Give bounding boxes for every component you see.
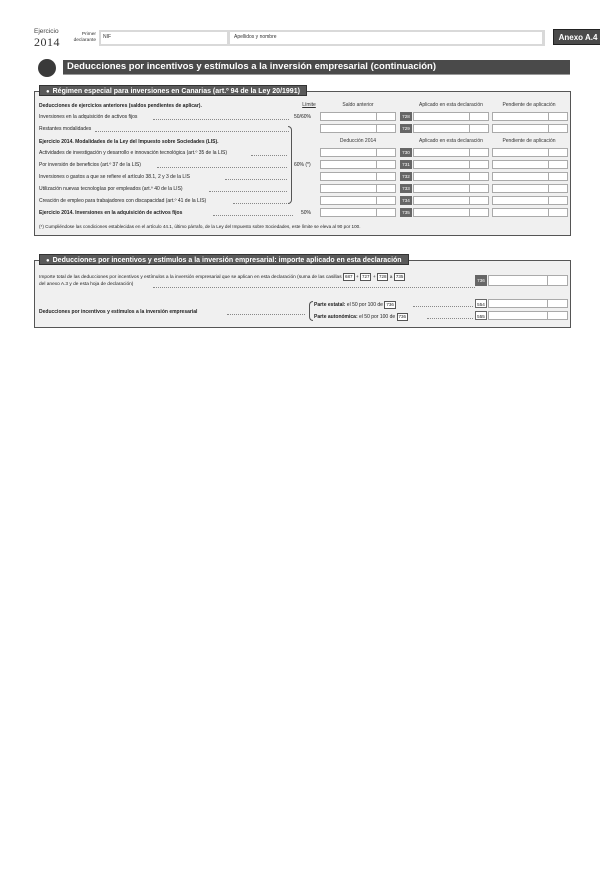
code-736: 736 [475, 275, 487, 286]
leader-dots [157, 167, 287, 168]
pendiente-input-731[interactable] [492, 160, 568, 169]
row-limit-728: 50/60% [294, 114, 311, 120]
saldo-input-728[interactable] [320, 112, 396, 121]
code-730: 730 [400, 148, 412, 157]
estatal-input-554[interactable] [488, 299, 568, 308]
sum-code-735: 735 [395, 274, 404, 279]
ref-code-736-autonomica: 736 [398, 314, 407, 319]
pendiente-input-729[interactable] [492, 124, 568, 133]
aplicado-input-732[interactable] [413, 172, 489, 181]
anexo-badge: Anexo A.4 [553, 29, 600, 45]
leader-dots [413, 306, 473, 307]
sum-code-727: 727 [361, 274, 370, 279]
group-heading-anteriores: Deducciones de ejercicios anteriores (saldos pendientes de aplicar). [39, 103, 202, 109]
col-header-aplicado: Aplicado en esta declaración [419, 102, 483, 108]
total-input-736[interactable] [488, 275, 568, 286]
leader-dots [225, 179, 287, 180]
code-735: 735 [400, 208, 412, 217]
sum-code-687: 687 [344, 274, 353, 279]
code-732: 732 [400, 172, 412, 181]
aplicado-input-734[interactable] [413, 196, 489, 205]
importe-section [34, 257, 571, 328]
importe-section-title: ● Deducciones por incentivos y estímulos a la inversión empresarial: importe aplicado en esta declaración [39, 254, 409, 265]
leader-dots [213, 215, 293, 216]
leader-dots [153, 119, 289, 120]
aplicado-input-735[interactable] [413, 208, 489, 217]
canarias-section [34, 88, 571, 236]
pendiente-input-733[interactable] [492, 184, 568, 193]
col-header-deduccion: Deducción 2014 [339, 138, 377, 144]
deducciones-label: Deducciones por incentivos y estímulos a la inversión empresarial [39, 309, 198, 315]
row-label-728: Inversiones en la adquisición de activos fijos [39, 114, 138, 120]
leader-dots [251, 155, 287, 156]
row-limit-735: 50% [301, 210, 312, 216]
sum-code-728: 728 [378, 274, 387, 279]
ref-code-736-estatal: 736 [386, 302, 394, 307]
autonomica-input-555[interactable] [488, 311, 568, 320]
autonomica-row: Parte autonómica: el 50 por 100 de 736 [314, 314, 407, 320]
leader-dots [95, 131, 289, 132]
pendiente-input-728[interactable] [492, 112, 568, 121]
primer-declarante-label: Primer declarante [73, 32, 96, 43]
split-brace [309, 301, 313, 321]
leader-dots [427, 318, 473, 319]
ejercicio-year: 2014 [34, 35, 60, 49]
deduccion-input-733[interactable] [320, 184, 396, 193]
aplicado-input-730[interactable] [413, 148, 489, 157]
col-header-limite: Límite [302, 102, 316, 108]
row-label-732: Inversiones o gastos a que se refiere el artículo 38.1, 2 y 3 de la LIS [39, 174, 190, 180]
bullet-icon: ● [46, 89, 50, 95]
code-554: 554 [475, 299, 487, 308]
leader-dots [209, 191, 287, 192]
code-729: 729 [400, 124, 412, 133]
title-bullet-icon [38, 59, 56, 77]
col-header-pendiente: Pendiente de aplicación [502, 102, 556, 108]
pendiente-input-730[interactable] [492, 148, 568, 157]
deduccion-input-734[interactable] [320, 196, 396, 205]
pendiente-input-735[interactable] [492, 208, 568, 217]
leader-dots [233, 203, 287, 204]
col-header-aplicado-2: Aplicado en esta declaración [419, 138, 483, 144]
apellidos-field[interactable]: Apellidos y nombre [230, 32, 542, 44]
row-label-734: Creación de empleo para trabajadores con discapacidad (art.º 41 de la LIS) [39, 198, 207, 204]
row-label-730: Actividades de investigación y desarrollo e innovación tecnológica (art.º 35 de la LIS) [39, 150, 228, 156]
deduccion-input-730[interactable] [320, 148, 396, 157]
aplicado-input-729[interactable] [413, 124, 489, 133]
total-description: Importe total de las deducciones por incentivos y estímulos a la inversión empresarial que se aplican en esta declaración (suma de las casillas 687 + 727 + 728 a 735 del anexo A.3 y de esta hoja de declaración) [39, 274, 404, 287]
col-header-saldo: Saldo anterior [342, 102, 374, 108]
aplicado-input-733[interactable] [413, 184, 489, 193]
leader-dots [153, 287, 475, 288]
row-label-731: Por inversión de beneficios (art.º 37 de la LIS) [39, 162, 141, 168]
row-label-733: Utilización nuevas tecnologías por empleados (art.º 40 de la LIS) [39, 186, 183, 192]
deduccion-input-731[interactable] [320, 160, 396, 169]
limit-brace [288, 126, 292, 204]
aplicado-input-731[interactable] [413, 160, 489, 169]
code-728: 728 [400, 112, 412, 121]
col-header-pendiente-2: Pendiente de aplicación [502, 138, 556, 144]
aplicado-input-728[interactable] [413, 112, 489, 121]
estatal-row: Parte estatal: el 50 por 100 de 736 [314, 302, 394, 308]
code-733: 733 [400, 184, 412, 193]
title-underline [63, 74, 570, 75]
row-label-729: Restantes modalidades [39, 126, 92, 132]
form-header [34, 28, 598, 49]
pendiente-input-734[interactable] [492, 196, 568, 205]
leader-dots [227, 314, 305, 315]
deduccion-input-732[interactable] [320, 172, 396, 181]
nif-field[interactable]: NIF [101, 32, 227, 44]
ejercicio-label: Ejercicio [34, 28, 59, 35]
group-heading-2014: Ejercicio 2014. Modalidades de la Ley del Impuesto sobre Sociedades (LIS). [39, 139, 219, 145]
limit-group: 60% (*) [294, 162, 311, 168]
code-555: 555 [475, 311, 487, 320]
deduccion-input-735[interactable] [320, 208, 396, 217]
saldo-input-729[interactable] [320, 124, 396, 133]
bullet-icon: ● [46, 258, 50, 264]
row-label-735: Ejercicio 2014. Inversiones en la adquisición de activos fijos [39, 210, 183, 216]
canarias-section-title: ● Régimen especial para inversiones en Canarias (art.º 94 de la Ley 20/1991) [39, 85, 307, 96]
pendiente-input-732[interactable] [492, 172, 568, 181]
code-731: 731 [400, 160, 412, 169]
code-734: 734 [400, 196, 412, 205]
footnote: (*) Cumpliéndose las condiciones establecidas en el artículo 44.1, último párrafo, de la Ley del Impuesto sobre Sociedades, este límite se eleva al 90 por 100. [39, 224, 361, 229]
page-title: Deducciones por incentivos y estímulos a la inversión empresarial (continuación) [63, 60, 570, 74]
